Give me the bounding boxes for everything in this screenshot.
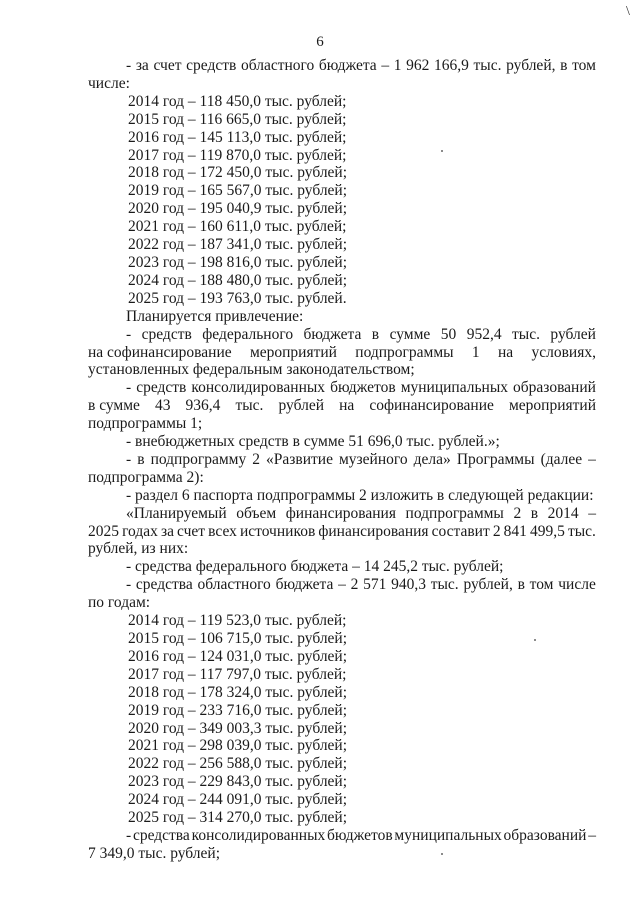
- text-line: 2016 год – 145 113,0 тыс. рублей;: [128, 128, 347, 146]
- text-line: [88, 451, 596, 469]
- word: в: [371, 325, 380, 343]
- text-line: подпрограммы 1;: [88, 415, 203, 433]
- word: -: [126, 379, 132, 397]
- word: источников: [239, 522, 316, 540]
- text-line: 2025 год – 314 270,0 тыс. рублей;: [128, 809, 348, 827]
- word: 2: [252, 450, 260, 468]
- text-line: 2014 год – 118 450,0 тыс. рублей;: [128, 92, 347, 110]
- word: средств: [186, 57, 237, 74]
- text-line: 2023 год – 229 843,0 тыс. рублей;: [128, 773, 348, 791]
- text-line: 2024 год – 244 091,0 тыс. рублей;: [128, 791, 348, 809]
- text-line: [88, 576, 596, 594]
- word: 1: [471, 343, 480, 361]
- word: -: [126, 325, 132, 343]
- word: 2: [513, 504, 522, 522]
- text-line: подпрограмма 2):: [88, 468, 204, 486]
- text-line: [88, 344, 596, 362]
- word: софинансирование: [369, 397, 494, 415]
- word: составит: [431, 522, 490, 540]
- word: счет: [153, 57, 182, 74]
- word: муниципальных: [394, 826, 502, 844]
- text-line: рублей, из них:: [88, 540, 189, 558]
- word: подпрограммы: [405, 504, 504, 522]
- word: в: [560, 57, 568, 74]
- word: -: [126, 57, 132, 74]
- word: мероприятий: [508, 397, 596, 415]
- scan-speck: [441, 853, 443, 855]
- word: бюджета: [318, 57, 377, 74]
- text-line: [88, 379, 596, 397]
- word: -: [126, 450, 132, 468]
- text-line: [88, 57, 596, 75]
- word: 940,3: [391, 576, 426, 594]
- word: том: [529, 576, 554, 594]
- text-line: 2022 год – 187 341,0 тыс. рублей;: [128, 236, 348, 254]
- word: счет: [177, 522, 206, 540]
- word: средства: [132, 826, 190, 844]
- word: том: [572, 57, 596, 74]
- text-line: 2014 год – 119 523,0 тыс. рублей;: [128, 612, 347, 630]
- text-line: 2020 год – 195 040,9 тыс. рублей;: [128, 200, 348, 218]
- word: в: [517, 576, 525, 594]
- word: рублей,: [463, 576, 513, 594]
- word: 2025: [88, 522, 119, 540]
- word: рублей: [550, 325, 596, 343]
- text-line: Планируется привлечение:: [126, 307, 304, 325]
- word: тыс.: [473, 57, 502, 74]
- word: в: [530, 504, 539, 522]
- text-line: 2022 год – 256 588,0 тыс. рублей;: [128, 755, 348, 773]
- text-line: 2023 год – 198 816,0 тыс. рублей;: [128, 253, 348, 271]
- word: муниципальных: [400, 379, 508, 397]
- word: подпрограммы: [355, 343, 454, 361]
- word: 499,5: [529, 522, 565, 540]
- word: числе: [558, 576, 596, 594]
- word: за: [135, 57, 149, 74]
- document-body: [88, 57, 596, 863]
- word: федерального: [202, 325, 294, 343]
- word: бюджетов: [327, 826, 393, 844]
- word: тыс.: [512, 325, 540, 343]
- page-number: 6: [316, 34, 324, 50]
- word: 50: [440, 325, 457, 343]
- word: за: [160, 522, 174, 540]
- word: 962: [406, 57, 430, 74]
- word: бюджета: [303, 325, 362, 343]
- text-line: - внебюджетных средств в сумме 51 696,0 тыс. рублей.»;: [126, 433, 500, 451]
- word: -: [126, 826, 132, 844]
- text-line: 2025 год – 193 763,0 тыс. рублей.: [128, 289, 347, 307]
- text-line: [88, 523, 596, 541]
- word: дела»: [413, 450, 451, 468]
- word: -: [126, 576, 132, 594]
- word: образований: [503, 826, 587, 844]
- scan-speck: [534, 639, 536, 641]
- word: Программы: [456, 450, 535, 468]
- word: в: [137, 450, 145, 468]
- word: бюджета: [275, 576, 334, 594]
- text-line: 2016 год – 124 031,0 тыс. рублей;: [128, 647, 348, 665]
- text-line: 2015 год – 116 665,0 тыс. рублей;: [128, 110, 347, 128]
- scan-speck: [441, 150, 443, 152]
- word: тыс.: [235, 397, 264, 415]
- word: –: [381, 57, 390, 74]
- word: 571: [363, 576, 387, 594]
- text-line: 2021 год – 298 039,0 тыс. рублей;: [128, 737, 348, 755]
- word: рублей: [278, 397, 325, 415]
- word: консолидированных: [191, 379, 326, 397]
- text-line: по годам:: [88, 594, 151, 612]
- word: бюджетов: [330, 379, 396, 397]
- word: средств: [136, 379, 187, 397]
- word: сумме: [389, 325, 431, 343]
- word: тыс.: [567, 522, 596, 540]
- word: 1: [393, 57, 402, 74]
- word: образований: [513, 379, 596, 397]
- word: 2: [492, 522, 501, 540]
- word: объем: [236, 504, 277, 522]
- text-line: установленных федеральным законодательством;: [88, 361, 415, 379]
- word: –: [588, 826, 596, 844]
- text-line: [88, 505, 596, 523]
- corner-mark: \: [626, 4, 630, 19]
- text-line: 2024 год – 188 480,0 тыс. рублей;: [128, 271, 348, 289]
- word: подпрограмму: [150, 450, 247, 468]
- word: в сумме: [88, 397, 140, 415]
- word: 43: [154, 397, 171, 415]
- word: 166,9: [434, 57, 469, 74]
- word: «Планируемый: [126, 504, 227, 522]
- word: «Развитие: [266, 450, 333, 468]
- word: –: [588, 504, 596, 522]
- text-line: 2017 год – 119 870,0 тыс. рублей;: [128, 146, 347, 164]
- word: 936,4: [185, 397, 221, 415]
- word: мероприятий: [249, 343, 337, 361]
- word: консолидированных: [191, 826, 326, 844]
- text-line: числе:: [88, 74, 130, 92]
- text-line: 2018 год – 178 324,0 тыс. рублей;: [128, 683, 348, 701]
- word: средства: [135, 576, 193, 594]
- text-line: [88, 326, 596, 344]
- word: рублей,: [506, 57, 556, 74]
- text-line: 2015 год – 106 715,0 тыс. рублей;: [128, 630, 348, 647]
- word: 2014: [547, 504, 579, 522]
- text-line: - раздел 6 паспорта подпрограммы 2 изложить в следующей редакции:: [126, 486, 594, 504]
- word: 2: [350, 576, 359, 594]
- text-line: 2017 год – 117 797,0 тыс. рублей;: [128, 665, 347, 683]
- word: финансирования: [318, 522, 429, 540]
- word: средств: [141, 325, 192, 343]
- text-line: - средства федерального бюджета – 14 245,2 тыс. рублей;: [126, 558, 504, 576]
- text-line: 2020 год – 349 003,3 тыс. рублей;: [128, 719, 348, 737]
- word: (далее: [540, 450, 583, 468]
- text-line: 2021 год – 160 611,0 тыс. рублей;: [128, 218, 347, 236]
- word: на софинансирование: [88, 343, 232, 361]
- word: областного: [197, 576, 271, 594]
- word: на: [497, 343, 514, 361]
- word: всех: [208, 522, 237, 540]
- text-line: 2019 год – 233 716,0 тыс. рублей;: [128, 701, 348, 719]
- word: 952,4: [466, 325, 502, 343]
- text-line: 2018 год – 172 450,0 тыс. рублей;: [128, 164, 348, 182]
- text-line: [88, 397, 596, 415]
- word: музейного: [338, 450, 408, 468]
- text-line: 7 349,0 тыс. рублей;: [88, 844, 220, 862]
- word: –: [338, 576, 346, 594]
- word: –: [588, 450, 596, 468]
- word: годах: [122, 522, 158, 540]
- word: условиях,: [531, 343, 596, 361]
- text-line: 2019 год – 165 567,0 тыс. рублей;: [128, 182, 348, 200]
- text-line: [88, 827, 596, 845]
- word: тыс.: [430, 576, 459, 594]
- word: областного: [240, 57, 315, 74]
- word: 841: [503, 522, 527, 540]
- word: на: [339, 397, 355, 415]
- word: финансирования: [285, 504, 396, 522]
